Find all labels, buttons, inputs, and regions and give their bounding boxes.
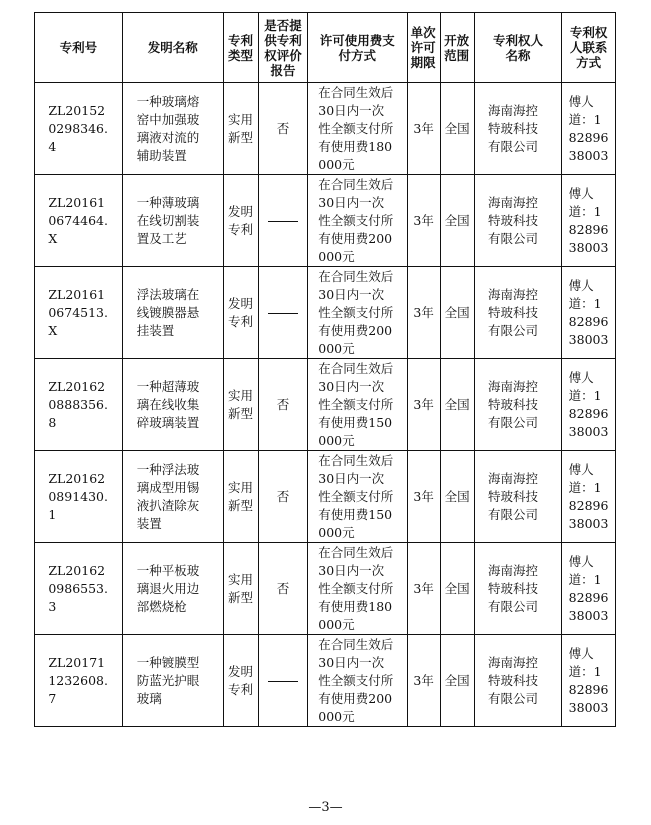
cell-owner <box>474 359 562 451</box>
cell-patent-no-text: ZL201711232608.7 <box>48 654 108 706</box>
cell-term-text: 3年 <box>413 396 434 412</box>
cell-patent-no-text: ZL201610674464.X <box>48 194 108 246</box>
cell-patent-type-text: 实用新型 <box>227 111 253 145</box>
cell-invention-name-text: 一种薄玻璃在线切割装置及工艺 <box>136 194 200 246</box>
table-header-row <box>35 13 616 83</box>
table-row <box>35 359 616 451</box>
cell-term-text: 3年 <box>413 304 434 320</box>
dash-mark <box>268 313 298 314</box>
cell-patent-type-text: 实用新型 <box>227 479 253 513</box>
cell-owner <box>474 635 562 727</box>
cell-scope <box>440 635 474 727</box>
cell-patent-type <box>223 175 258 267</box>
cell-payment-text: 在合同生效后30日内一次性全额支付所有使用费180000元 <box>318 544 394 632</box>
header-invention-name: 发明名称 <box>122 13 223 83</box>
cell-patent-type <box>223 359 258 451</box>
cell-eval-report <box>259 543 308 635</box>
cell-owner <box>474 543 562 635</box>
cell-invention-name <box>122 175 223 267</box>
cell-invention-name <box>122 635 223 727</box>
table-row <box>35 83 616 175</box>
header-eval-report: 是否提供专利权评价报告 <box>259 13 308 83</box>
header-contact: 专利权人联系方式 <box>562 13 616 83</box>
cell-eval-report-text: 否 <box>276 120 290 136</box>
cell-patent-type <box>223 267 258 359</box>
cell-patent-type-text: 实用新型 <box>227 387 253 421</box>
cell-term <box>407 451 440 543</box>
cell-contact <box>562 359 616 451</box>
cell-contact-text: 傅人道：18289638003 <box>568 277 609 347</box>
cell-contact <box>562 543 616 635</box>
cell-patent-no-text: ZL201620891430.1 <box>48 470 108 522</box>
cell-scope-text: 全国 <box>444 672 470 688</box>
cell-payment-text: 在合同生效后30日内一次性全额支付所有使用费180000元 <box>318 84 394 172</box>
cell-term <box>407 543 440 635</box>
cell-eval-report <box>259 451 308 543</box>
cell-scope-text: 全国 <box>444 120 470 136</box>
header-scope: 开放范围 <box>440 13 474 83</box>
cell-patent-type <box>223 451 258 543</box>
cell-contact-text: 傅人道：18289638003 <box>568 369 609 439</box>
cell-owner-text: 海南海控特玻科技有限公司 <box>488 378 539 430</box>
cell-patent-no-text: ZL201620986553.3 <box>48 562 108 614</box>
cell-owner <box>474 83 562 175</box>
cell-term <box>407 359 440 451</box>
header-patent-no: 专利号 <box>35 13 123 83</box>
patent-license-table <box>34 12 616 727</box>
cell-eval-report-text: 否 <box>276 580 290 596</box>
cell-term <box>407 175 440 267</box>
cell-patent-no-text: ZL201610674513.X <box>48 286 108 338</box>
cell-eval-report-text: 否 <box>276 396 290 412</box>
header-payment: 许可使用费支付方式 <box>307 13 407 83</box>
cell-owner-text: 海南海控特玻科技有限公司 <box>488 562 539 614</box>
cell-contact-text: 傅人道：18289638003 <box>568 93 609 163</box>
cell-contact-text: 傅人道：18289638003 <box>568 645 609 715</box>
cell-patent-no <box>35 543 123 635</box>
cell-contact <box>562 175 616 267</box>
cell-scope-text: 全国 <box>444 488 470 504</box>
cell-payment <box>307 175 407 267</box>
cell-term-text: 3年 <box>413 488 434 504</box>
cell-patent-type <box>223 635 258 727</box>
cell-owner-text: 海南海控特玻科技有限公司 <box>488 194 539 246</box>
cell-patent-type <box>223 83 258 175</box>
cell-payment-text: 在合同生效后30日内一次性全额支付所有使用费200000元 <box>318 636 394 724</box>
table-row <box>35 451 616 543</box>
cell-payment-text: 在合同生效后30日内一次性全额支付所有使用费150000元 <box>318 360 394 448</box>
header-owner: 专利权人名称 <box>474 13 562 83</box>
cell-invention-name <box>122 543 223 635</box>
header-patent-type: 专利类型 <box>223 13 258 83</box>
cell-patent-no <box>35 451 123 543</box>
cell-patent-no-text: ZL201620888356.8 <box>48 378 108 430</box>
cell-owner <box>474 451 562 543</box>
cell-term-text: 3年 <box>413 120 434 136</box>
cell-payment <box>307 635 407 727</box>
cell-eval-report <box>259 359 308 451</box>
cell-payment <box>307 267 407 359</box>
cell-patent-no <box>35 83 123 175</box>
cell-eval-report <box>259 83 308 175</box>
table-row <box>35 175 616 267</box>
cell-scope-text: 全国 <box>444 580 470 596</box>
cell-owner-text: 海南海控特玻科技有限公司 <box>488 654 539 706</box>
cell-scope <box>440 267 474 359</box>
cell-payment-text: 在合同生效后30日内一次性全额支付所有使用费200000元 <box>318 176 394 264</box>
cell-invention-name <box>122 83 223 175</box>
cell-patent-no <box>35 635 123 727</box>
cell-owner-text: 海南海控特玻科技有限公司 <box>488 286 539 338</box>
dash-mark <box>268 681 298 682</box>
cell-patent-type-text: 发明专利 <box>227 203 253 237</box>
cell-scope <box>440 83 474 175</box>
cell-contact <box>562 451 616 543</box>
cell-term-text: 3年 <box>413 672 434 688</box>
cell-invention-name-text: 一种玻璃熔窑中加强玻璃液对流的辅助装置 <box>136 93 200 163</box>
cell-invention-name-text: 一种超薄玻璃在线收集碎玻璃装置 <box>136 378 200 430</box>
dash-mark <box>268 221 298 222</box>
cell-patent-type-text: 发明专利 <box>227 295 253 329</box>
cell-patent-no <box>35 267 123 359</box>
cell-scope-text: 全国 <box>444 212 470 228</box>
cell-patent-type <box>223 543 258 635</box>
cell-payment <box>307 451 407 543</box>
cell-scope <box>440 451 474 543</box>
cell-term-text: 3年 <box>413 580 434 596</box>
cell-patent-no <box>35 359 123 451</box>
cell-contact-text: 傅人道：18289638003 <box>568 553 609 623</box>
cell-invention-name <box>122 359 223 451</box>
cell-invention-name-text: 浮法玻璃在线镀膜器悬挂装置 <box>136 286 200 338</box>
cell-payment-text: 在合同生效后30日内一次性全额支付所有使用费150000元 <box>318 452 394 540</box>
cell-patent-type-text: 实用新型 <box>227 571 253 605</box>
cell-payment-text: 在合同生效后30日内一次性全额支付所有使用费200000元 <box>318 268 394 356</box>
cell-owner-text: 海南海控特玻科技有限公司 <box>488 102 539 154</box>
table-row <box>35 267 616 359</box>
cell-patent-type-text: 发明专利 <box>227 663 253 697</box>
cell-term <box>407 267 440 359</box>
cell-scope <box>440 175 474 267</box>
cell-eval-report <box>259 635 308 727</box>
cell-eval-report-text: 否 <box>276 488 290 504</box>
cell-patent-no <box>35 175 123 267</box>
header-term: 单次许可期限 <box>407 13 440 83</box>
cell-eval-report <box>259 267 308 359</box>
cell-payment <box>307 359 407 451</box>
cell-owner <box>474 175 562 267</box>
cell-invention-name-text: 一种平板玻璃退火用边部燃烧枪 <box>136 562 200 614</box>
cell-payment <box>307 83 407 175</box>
cell-contact <box>562 635 616 727</box>
cell-invention-name-text: 一种浮法玻璃成型用锡液扒渣除灰装置 <box>136 461 200 531</box>
cell-patent-no-text: ZL201520298346.4 <box>48 102 108 154</box>
cell-eval-report <box>259 175 308 267</box>
cell-contact <box>562 267 616 359</box>
page-number: —3— <box>308 800 343 815</box>
cell-contact <box>562 83 616 175</box>
cell-term-text: 3年 <box>413 212 434 228</box>
table-row <box>35 543 616 635</box>
cell-contact-text: 傅人道：18289638003 <box>568 185 609 255</box>
cell-term <box>407 635 440 727</box>
cell-payment <box>307 543 407 635</box>
cell-scope-text: 全国 <box>444 396 470 412</box>
cell-term <box>407 83 440 175</box>
cell-invention-name <box>122 267 223 359</box>
cell-invention-name <box>122 451 223 543</box>
cell-contact-text: 傅人道：18289638003 <box>568 461 609 531</box>
cell-scope <box>440 543 474 635</box>
cell-invention-name-text: 一种镀膜型防蓝光护眼玻璃 <box>136 654 200 706</box>
cell-owner <box>474 267 562 359</box>
cell-scope <box>440 359 474 451</box>
table-row <box>35 635 616 727</box>
cell-scope-text: 全国 <box>444 304 470 320</box>
cell-owner-text: 海南海控特玻科技有限公司 <box>488 470 539 522</box>
